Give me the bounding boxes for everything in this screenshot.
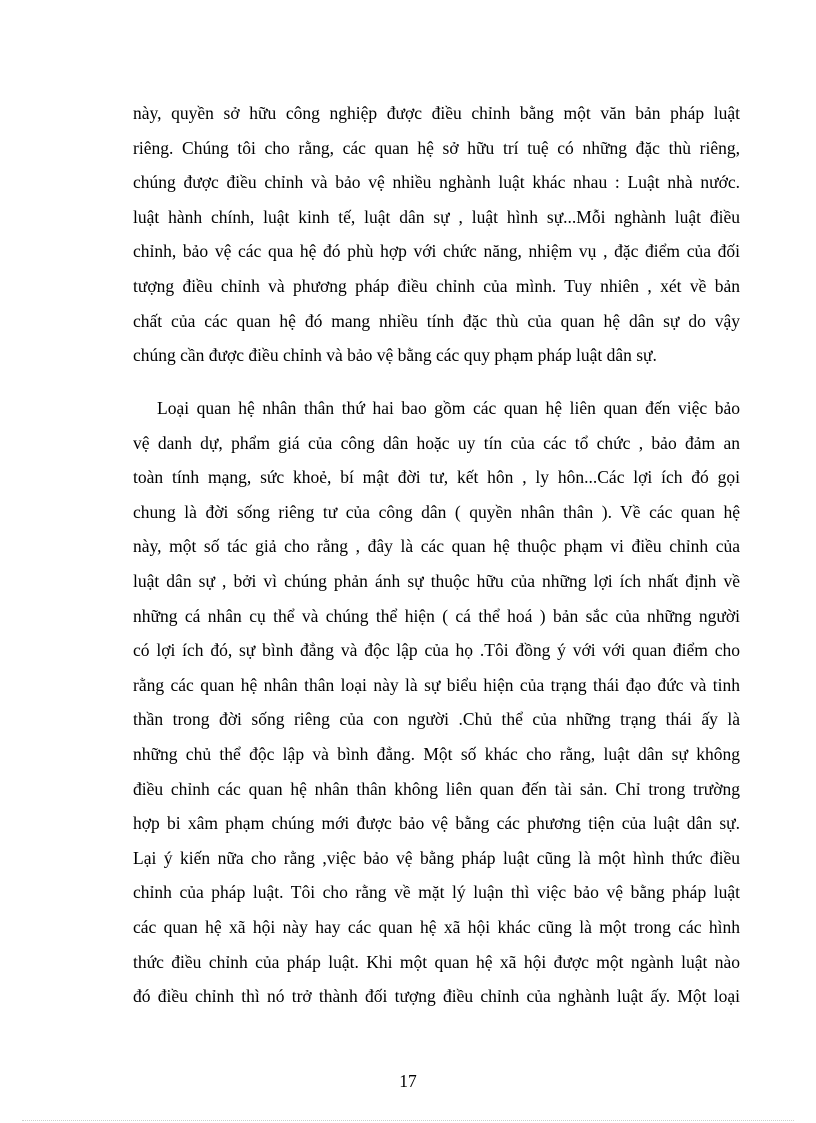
page-bottom-divider	[22, 1120, 794, 1121]
paragraph-intellectual-property	[133, 96, 740, 373]
text-line: Lại ý kiến nữa cho rằng ,việc bảo vệ bằng pháp luật cũng là một hình thức điều	[133, 847, 740, 868]
text-line: luật hành chính, luật kinh tế, luật dân sự , luật hình sự...Mỗi nghành luật điều	[133, 206, 740, 227]
text-line: tượng điều chỉnh và phương pháp điều chỉnh của mình. Tuy nhiên , xét về bản	[133, 275, 740, 296]
text-line: toàn tính mạng, sức khoẻ, bí mật đời tư, kết hôn , ly hôn...Các lợi ích đó gọi	[133, 467, 740, 488]
text-line: những chủ thể độc lập và bình đẳng. Một số khác cho rằng, luật dân sự không	[133, 743, 740, 764]
text-line: đó điều chỉnh thì nó trở thành đối tượng điều chỉnh của nghành luật ấy. Một loại	[133, 986, 740, 1007]
text-line: chỉnh của pháp luật. Tôi cho rằng về mặt lý luận thì việc bảo vệ bằng pháp luật	[133, 882, 740, 903]
text-line: chất của các quan hệ đó mang nhiều tính đặc thù của quan hệ dân sự do vậy	[133, 310, 740, 331]
text-line: này, quyền sở hữu công nghiệp được điều chỉnh bằng một văn bản pháp luật	[133, 103, 740, 123]
text-line: này, một số tác giả cho rằng , đây là các quan hệ thuộc phạm vi điều chỉnh của	[133, 536, 740, 557]
text-line: chúng được điều chỉnh và bảo vệ nhiều nghành luật khác nhau : Luật nhà nước.	[133, 172, 740, 193]
text-line: thần trong đời sống riêng của con người .Chủ thể của những trạng thái ấy là	[133, 709, 740, 730]
paragraph-personal-relations	[133, 391, 740, 1014]
text-line: hợp bi xâm phạm chúng mới được bảo vệ bằng các phương tiện của luật dân sự.	[133, 813, 740, 834]
page-number: 17	[399, 1071, 417, 1091]
text-line: Loại quan hệ nhân thân thứ hai bao gồm các quan hệ liên quan đến việc bảo	[157, 398, 740, 418]
text-line: rằng các quan hệ nhân thân loại này là sự biểu hiện của trạng thái đạo đức và tinh	[133, 674, 740, 695]
text-line: các quan hệ xã hội này hay các quan hệ xã hội khác cũng là một trong các hình	[133, 916, 740, 937]
text-line: chung là đời sống riêng tư của công dân ( quyền nhân thân ). Về các quan hệ	[133, 501, 740, 522]
text-line: thức điều chỉnh của pháp luật. Khi một quan hệ xã hội được một ngành luật nào	[133, 951, 740, 972]
text-line: những cá nhân cụ thể và chúng thể hiện ( cá thể hoá ) bản sắc của những người	[133, 605, 740, 626]
text-line: riêng. Chúng tôi cho rằng, các quan hệ sở hữu trí tuệ có những đặc thù riêng,	[133, 137, 740, 158]
text-line: vệ danh dự, phẩm giá của công dân hoặc uy tín của các tổ chức , bảo đảm an	[133, 432, 740, 453]
text-line: điều chỉnh các quan hệ nhân thân không liên quan đến tài sản. Chỉ trong trường	[133, 778, 740, 799]
text-line: chúng cần được điều chỉnh và bảo vệ bằng các quy phạm pháp luật dân sự.	[133, 345, 657, 366]
text-line: chỉnh, bảo vệ các qua hệ đó phù hợp với chức năng, nhiệm vụ , đặc điểm của đối	[133, 241, 740, 262]
text-line: luật dân sự , bởi vì chúng phản ánh sự thuộc hữu của những lợi ích nhất định về	[133, 570, 740, 591]
text-line: có lợi ích đó, sự bình đẳng và độc lập của họ .Tôi đồng ý với với quan điểm cho	[133, 640, 740, 661]
